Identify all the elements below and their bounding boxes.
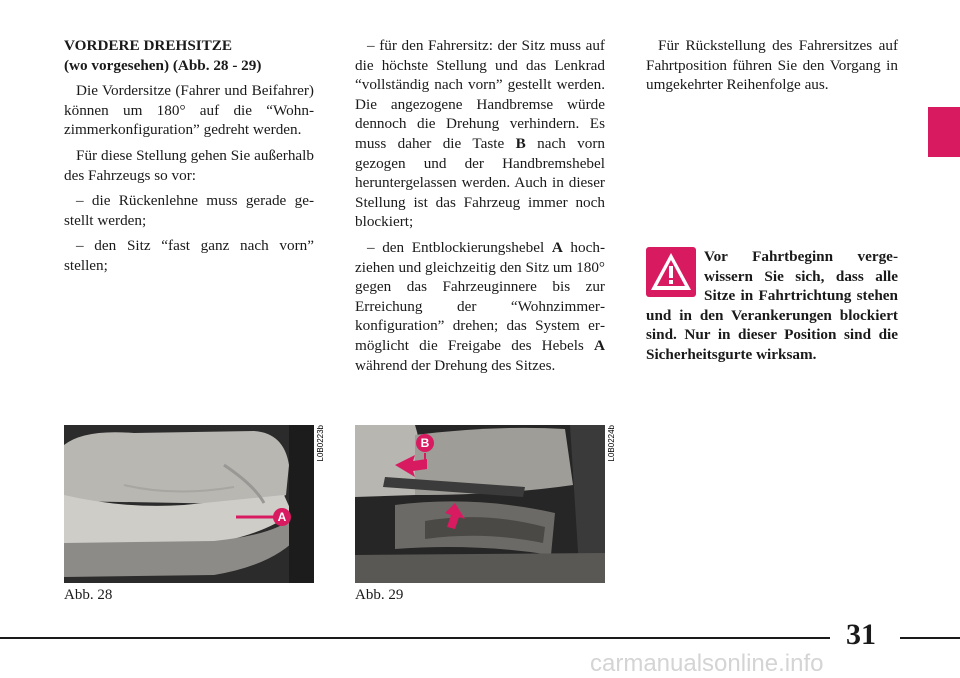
figure-28-image [64, 425, 314, 583]
paragraph: Die Vordersitze (Fahrer und Beifahrer) können um 180° auf die “Wohnzimmerkonfiguration” gedreht werden. [64, 82, 314, 139]
warning-text: Vor Fahrtbeginn vergewissern Sie sich, dass alle Sitze in Fahrtrichtung stehen und in den Verankerungen blockiert sind. Nur in dieser Position sind die Sicherheitsgurte wirksam. [646, 248, 898, 363]
column-3 [646, 36, 898, 101]
column-1 [64, 36, 314, 282]
paragraph: Für diese Stellung gehen Sie außerhalb des Fahrzeugs so vor: [64, 146, 314, 184]
marker-a-label: A [277, 510, 287, 524]
section-heading [64, 36, 314, 75]
figure-code: L0B0223b [316, 425, 325, 462]
paragraph: – die Rückenlehne muss gerade gestellt werden; [64, 192, 314, 229]
paragraph: – für den Fahrersitz: der Sitz muss auf die höchste Stellung und das Lenkrad “vollständig nach vorn” gestellt werden. Die angezogene Handbremse würde dennoch die Drehung verhindern. Es muss daher die Taste B nach vorn gezogen und der Handbremshebel heruntergelassen werden. Auch in dieser Stellung ist das Fahrzeug immer noch blockiert; [355, 37, 606, 231]
warning-triangle-icon [646, 247, 696, 297]
figure-29-image [355, 425, 605, 583]
figure-code: L0B0224b [607, 425, 616, 462]
footer-rule-left [0, 637, 830, 639]
warning-box [646, 247, 898, 365]
figure-28-caption: Abb. 28 [64, 587, 113, 603]
watermark: carmanualsonline.info [590, 650, 824, 677]
heading-line-1: VORDERE DREHSITZE [64, 37, 233, 54]
column-2 [355, 36, 605, 381]
footer-rule-right [900, 637, 960, 639]
heading-line-2: (wo vorgesehen) (Abb. 28 - 29) [64, 56, 262, 74]
paragraph: – den Entblockierungshebel A hochziehen und gleichzeitig den Sitz um 180° gegen das Fahrzeuginnere bis zur Erreichung der “Wohnzimmerkonfiguration” drehen; das System ermöglicht die Freigabe des Hebels A während der Drehung des Sitzes. [355, 238, 606, 374]
figure-29-caption: Abb. 29 [355, 587, 404, 603]
paragraph: – den Sitz “fast ganz nach vorn” stellen; [64, 237, 314, 274]
paragraph: Für Rückstellung des Fahrersitzes auf Fahrtposition führen Sie den Vorgang in umgekehrter Reihenfolge aus. [646, 37, 898, 94]
section-tab-marker [928, 107, 960, 157]
marker-b-label: B [420, 436, 430, 450]
page-number: 31 [846, 618, 876, 651]
